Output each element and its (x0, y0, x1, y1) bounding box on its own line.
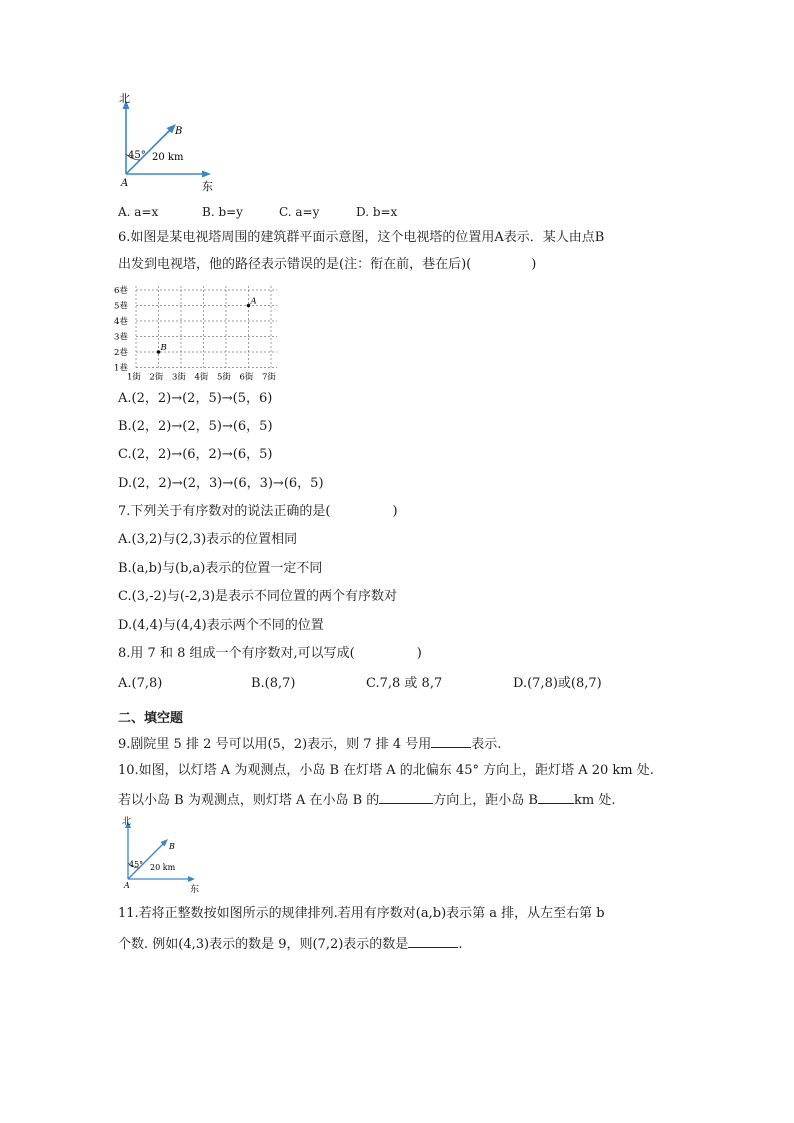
angle-label-small: 45° (129, 860, 144, 869)
q7-stem-close: ) (392, 504, 398, 519)
north-label-small: 北 (122, 817, 132, 827)
q8-option-c: C.7,8 或 8,7 (366, 676, 443, 691)
q10-distance-blank[interactable] (538, 790, 574, 804)
grid-row-label: 3巷 (114, 332, 128, 343)
distance-label: 20 km (152, 152, 184, 163)
east-label-small: 东 (190, 885, 200, 895)
q5-option-b: B. b=y (202, 205, 243, 219)
grid-row-label: 4巷 (114, 317, 128, 327)
q6-option-c: C.(2，2)→(6，2)→(6，5) (118, 447, 273, 462)
q7-option-c: C.(3,-2)与(-2,3)是表示不同位置的两个有序数对 (118, 589, 398, 604)
q7-stem-text: 7.下列关于有序数对的说法正确的是( (118, 504, 331, 519)
angle-label: 45° (128, 150, 146, 161)
grid-col-label: 3街 (172, 372, 186, 382)
point-a-label-small: A (124, 881, 130, 890)
grid-col-label: 2街 (149, 372, 164, 382)
compass-figure-top (112, 92, 222, 194)
q6-option-a: A.(2，2)→(2，5)→(5，6) (118, 391, 273, 406)
q7-option-b: B.(a,b)与(b,a)表示的位置一定不同 (118, 561, 323, 576)
point-a-label: A (121, 178, 129, 189)
q7-option-a: A.(3,2)与(2,3)表示的位置相同 (118, 532, 298, 547)
q6-option-d: D.(2，2)→(2，3)→(6，3)→(6，5) (118, 476, 324, 491)
q8-option-b: B.(8,7) (251, 676, 296, 691)
q6-stem-close: ) (531, 257, 537, 272)
q7-option-d: D.(4,4)与(4,4)表示两个不同的位置 (118, 618, 324, 633)
q8-stem-text: 8.用 7 和 8 组成一个有序数对,可以写成( (118, 646, 355, 661)
section-title-fill-blank: 二、填空题 (118, 711, 184, 726)
grid-col-label: 1街 (127, 372, 141, 382)
q10-text-b: 方向上，距小岛 B (433, 793, 538, 808)
q6-stem-text: 出发到电视塔，他的路径表示错误的是(注：衔在前，巷在后)( (118, 257, 472, 272)
compass-figure-small (118, 815, 206, 895)
grid-col-label: 6街 (239, 372, 254, 382)
q6-stem-line1: 6.如图是某电视塔周围的建筑群平面示意图，这个电视塔的位置用A表示．某人由点B (118, 230, 605, 245)
point-b-label-small: B (169, 842, 175, 851)
grid-row-label: 2巷 (114, 348, 128, 358)
q11-answer-blank[interactable] (408, 934, 458, 948)
grid-col-label: 5街 (217, 372, 231, 382)
q6-option-b: B.(2，2)→(2，5)→(6，5) (118, 419, 273, 434)
point-b-label: B (175, 126, 183, 137)
q10-direction-blank[interactable] (379, 790, 433, 804)
q11-line2 (118, 934, 462, 954)
q11-line1: 11.若将正整数按如图所示的规律排列.若用有序数对(a,b)表示第 a 排，从左至右第 b (118, 906, 605, 921)
q9-text-before: 9.剧院里 5 排 2 号可以用(5，2)表示，则 7 排 4 号用 (118, 737, 432, 752)
q11-text-b: . (458, 937, 463, 952)
street-grid-figure (112, 282, 282, 382)
q5-option-c: C. a=y (279, 205, 320, 219)
q10-line1: 10.如图，以灯塔 A 为观测点，小岛 B 在灯塔 A 的北偏东 45° 方向上，距灯塔 A 20 km 处. (118, 763, 654, 778)
distance-label-small: 20 km (150, 863, 176, 872)
point-b-label: B (160, 343, 167, 353)
east-arrowhead-small (188, 876, 195, 882)
q8-stem (118, 645, 422, 663)
grid-row-label: 5巷 (114, 301, 128, 312)
q7-stem (118, 503, 398, 521)
north-label: 北 (119, 92, 130, 105)
grid-row-label: 6巷 (114, 286, 128, 296)
grid-col-label: 4街 (194, 372, 209, 382)
point-a-label: A (250, 296, 257, 307)
q6-stem-line2 (118, 256, 536, 274)
q8-option-d: D.(7,8)或(8,7) (513, 676, 602, 691)
q10-line2 (118, 790, 615, 810)
q8-options-row (118, 675, 602, 693)
q10-text-c: km 处. (573, 793, 616, 808)
q9-answer-blank[interactable] (431, 734, 471, 748)
q8-option-a: A.(7,8) (118, 676, 163, 691)
east-label: 东 (202, 180, 213, 193)
grid-col-label: 7街 (262, 372, 276, 382)
q5-option-d: D. b=x (356, 205, 398, 219)
q9-text-after: 表示. (471, 737, 502, 752)
q5-options-row (118, 203, 397, 221)
q9 (118, 734, 501, 754)
grid-row-label: 1巷 (114, 363, 128, 374)
q11-text-a: 个数. 例如(4,3)表示的数是 9，则(7,2)表示的数是 (118, 937, 409, 952)
east-arrowhead (202, 171, 211, 178)
q8-stem-close: ) (416, 646, 422, 661)
q10-text-a: 若以小岛 B 为观测点，则灯塔 A 在小岛 B 的 (118, 793, 380, 808)
q5-option-a: A. a=x (118, 205, 159, 219)
